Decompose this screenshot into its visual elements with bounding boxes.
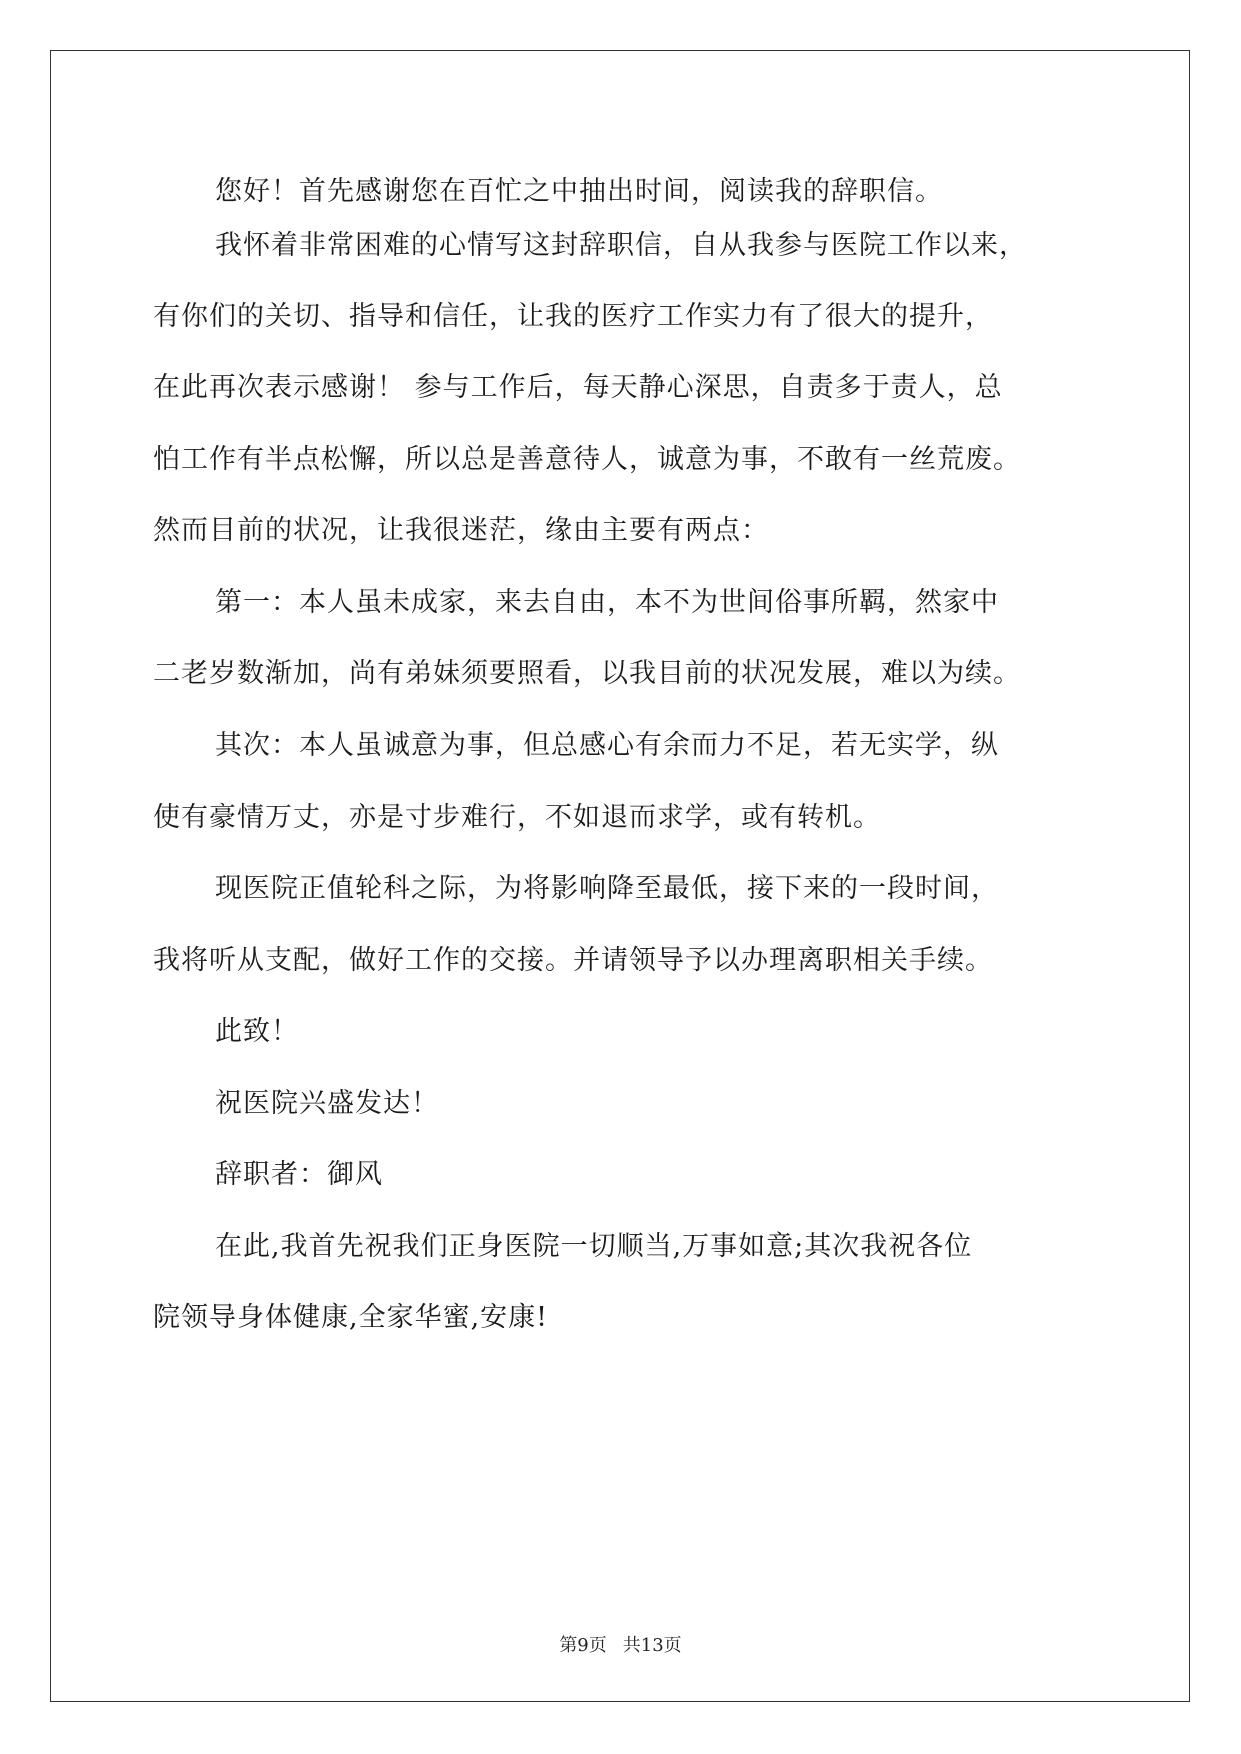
paragraph-line: 其次：本人虽诚意为事，但总感心有余而力不足，若无实学，纵 [215, 730, 999, 761]
paragraph-line: 我怀着非常困难的心情写这封辞职信，自从我参与医院工作以来， [215, 230, 1027, 261]
paragraph-line: 在此,我首先祝我们正身医院一切顺当,万事如意;其次我祝各位 [215, 1231, 973, 1262]
page-total: 共13页 [622, 1635, 682, 1656]
paragraph-line: 使有豪情万丈，亦是寸步难行，不如退而求学，或有转机。 [153, 802, 881, 833]
closing-salutation: 此致！ [215, 1016, 299, 1047]
paragraph-line: 我将听从支配，做好工作的交接。并请领导予以办理离职相关手续。 [153, 945, 993, 976]
paragraph-line: 现医院正值轮科之际，为将影响降至最低，接下来的一段时间， [215, 873, 999, 904]
paragraph-line: 二老岁数渐加，尚有弟妹须要照看，以我目前的状况发展，难以为续。 [153, 658, 1021, 689]
closing-wish: 祝医院兴盛发达！ [215, 1088, 439, 1119]
page-number: 第9页 [559, 1635, 607, 1656]
greeting-line: 您好！首先感谢您在百忙之中抽出时间，阅读我的辞职信。 [215, 176, 943, 207]
paragraph-line: 院领导身体健康,全家华蜜,安康! [153, 1302, 549, 1333]
paragraph-line: 有你们的关切、指导和信任，让我的医疗工作实力有了很大的提升， [153, 301, 993, 332]
paragraph-line: 第一：本人虽未成家，来去自由，本不为世间俗事所羁，然家中 [215, 587, 999, 618]
signature-line: 辞职者：御风 [215, 1159, 383, 1190]
paragraph-line: 怕工作有半点松懈，所以总是善意待人，诚意为事，不敢有一丝荒废。 [153, 444, 1021, 475]
page-footer [0, 1634, 1241, 1658]
paragraph-line: 然而目前的状况，让我很迷茫，缘由主要有两点： [153, 515, 769, 546]
paragraph-line: 在此再次表示感谢！ 参与工作后，每天静心深思，自责多于责人，总 [153, 372, 1003, 403]
